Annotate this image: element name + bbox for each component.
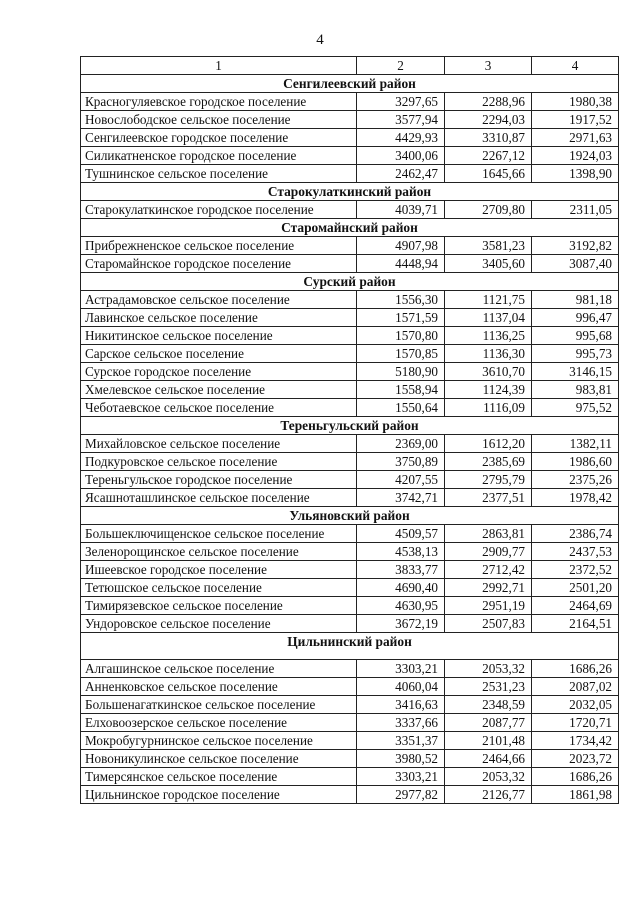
- value-col3-cell: 2795,79: [445, 471, 532, 489]
- value-col3-cell: 2267,12: [445, 147, 532, 165]
- value-col2-cell: 1570,85: [357, 345, 445, 363]
- value-col3-cell: 1116,09: [445, 399, 532, 417]
- value-col2-cell: 3351,37: [357, 732, 445, 750]
- district-header-row: [81, 75, 619, 93]
- district-name: Старокулаткинский район: [81, 183, 619, 201]
- settlement-name-cell: Сарское сельское поселение: [81, 345, 357, 363]
- value-col2-cell: 4907,98: [357, 237, 445, 255]
- table-row: [81, 678, 619, 696]
- value-col4-cell: 1924,03: [532, 147, 619, 165]
- value-col3-cell: 1136,30: [445, 345, 532, 363]
- table-row: [81, 93, 619, 111]
- settlement-name-cell: Старомайнское городское поселение: [81, 255, 357, 273]
- value-col2-cell: 3833,77: [357, 561, 445, 579]
- table-row: [81, 489, 619, 507]
- settlement-name-cell: Красногуляевское городское поселение: [81, 93, 357, 111]
- value-col2-cell: 1571,59: [357, 309, 445, 327]
- value-col3-cell: 2053,32: [445, 660, 532, 678]
- value-col2-cell: 3297,65: [357, 93, 445, 111]
- district-name: Сенгилеевский район: [81, 75, 619, 93]
- value-col3-cell: 2377,51: [445, 489, 532, 507]
- value-col4-cell: 2087,02: [532, 678, 619, 696]
- value-col3-cell: 2348,59: [445, 696, 532, 714]
- table-row: [81, 201, 619, 219]
- settlement-name-cell: Михайловское сельское поселение: [81, 435, 357, 453]
- settlement-name-cell: Силикатненское городское поселение: [81, 147, 357, 165]
- settlement-name-cell: Хмелевское сельское поселение: [81, 381, 357, 399]
- value-col3-cell: 2531,23: [445, 678, 532, 696]
- district-name: Старомайнский район: [81, 219, 619, 237]
- table-row: [81, 237, 619, 255]
- value-col3-cell: 2126,77: [445, 786, 532, 804]
- value-col3-cell: 2288,96: [445, 93, 532, 111]
- value-col2-cell: 3303,21: [357, 660, 445, 678]
- value-col4-cell: 2164,51: [532, 615, 619, 633]
- value-col2-cell: 3337,66: [357, 714, 445, 732]
- settlement-name-cell: Новослободское сельское поселение: [81, 111, 357, 129]
- page-number: 4: [316, 32, 324, 48]
- table-header-row: [81, 57, 619, 75]
- settlements-table: [80, 56, 619, 804]
- settlement-name-cell: Лавинское сельское поселение: [81, 309, 357, 327]
- district-header-row: [81, 183, 619, 201]
- value-col3-cell: 2909,77: [445, 543, 532, 561]
- table-row: [81, 399, 619, 417]
- value-col3-cell: 2712,42: [445, 561, 532, 579]
- value-col4-cell: 1686,26: [532, 768, 619, 786]
- value-col3-cell: 1124,39: [445, 381, 532, 399]
- settlement-name-cell: Цильнинское городское поселение: [81, 786, 357, 804]
- value-col2-cell: 3980,52: [357, 750, 445, 768]
- value-col2-cell: 4429,93: [357, 129, 445, 147]
- table-row: [81, 714, 619, 732]
- table-row: [81, 768, 619, 786]
- table-row: [81, 732, 619, 750]
- table-row: [81, 579, 619, 597]
- settlement-name-cell: Старокулаткинское городское поселение: [81, 201, 357, 219]
- district-name: Цильнинский район: [81, 633, 619, 660]
- value-col2-cell: 3672,19: [357, 615, 445, 633]
- value-col2-cell: 4509,57: [357, 525, 445, 543]
- table-row: [81, 147, 619, 165]
- value-col3-cell: 2101,48: [445, 732, 532, 750]
- value-col3-cell: 3405,60: [445, 255, 532, 273]
- settlement-name-cell: Алгашинское сельское поселение: [81, 660, 357, 678]
- table-row: [81, 345, 619, 363]
- header-cell-col4: 4: [532, 57, 619, 75]
- value-col3-cell: 1645,66: [445, 165, 532, 183]
- settlement-name-cell: Елховоозерское сельское поселение: [81, 714, 357, 732]
- value-col4-cell: 3087,40: [532, 255, 619, 273]
- value-col2-cell: 1570,80: [357, 327, 445, 345]
- value-col2-cell: 2977,82: [357, 786, 445, 804]
- table-row: [81, 543, 619, 561]
- value-col3-cell: 2992,71: [445, 579, 532, 597]
- value-col4-cell: 2464,69: [532, 597, 619, 615]
- value-col3-cell: 1136,25: [445, 327, 532, 345]
- value-col2-cell: 4448,94: [357, 255, 445, 273]
- value-col4-cell: 996,47: [532, 309, 619, 327]
- value-col4-cell: 2372,52: [532, 561, 619, 579]
- table-body: [81, 57, 619, 804]
- value-col2-cell: 1558,94: [357, 381, 445, 399]
- value-col4-cell: 1720,71: [532, 714, 619, 732]
- value-col4-cell: 995,68: [532, 327, 619, 345]
- value-col2-cell: 3750,89: [357, 453, 445, 471]
- value-col4-cell: 1861,98: [532, 786, 619, 804]
- settlement-name-cell: Тетюшское сельское поселение: [81, 579, 357, 597]
- table-row: [81, 309, 619, 327]
- value-col3-cell: 2951,19: [445, 597, 532, 615]
- value-col4-cell: 2311,05: [532, 201, 619, 219]
- district-header-row: [81, 273, 619, 291]
- settlement-name-cell: Мокробугурнинское сельское поселение: [81, 732, 357, 750]
- value-col4-cell: 1734,42: [532, 732, 619, 750]
- value-col3-cell: 2464,66: [445, 750, 532, 768]
- table-row: [81, 255, 619, 273]
- value-col3-cell: 2294,03: [445, 111, 532, 129]
- value-col2-cell: 4690,40: [357, 579, 445, 597]
- value-col3-cell: 3581,23: [445, 237, 532, 255]
- value-col4-cell: 3146,15: [532, 363, 619, 381]
- header-cell-col3: 3: [445, 57, 532, 75]
- value-col3-cell: 3610,70: [445, 363, 532, 381]
- table-row: [81, 327, 619, 345]
- value-col2-cell: 5180,90: [357, 363, 445, 381]
- value-col4-cell: 983,81: [532, 381, 619, 399]
- table-row: [81, 129, 619, 147]
- settlement-name-cell: Сурское городское поселение: [81, 363, 357, 381]
- value-col2-cell: 4060,04: [357, 678, 445, 696]
- settlement-name-cell: Большеключищенское сельское поселение: [81, 525, 357, 543]
- table-row: [81, 597, 619, 615]
- table-row: [81, 660, 619, 678]
- table-row: [81, 750, 619, 768]
- value-col4-cell: 1686,26: [532, 660, 619, 678]
- settlement-name-cell: Ундоровское сельское поселение: [81, 615, 357, 633]
- value-col4-cell: 975,52: [532, 399, 619, 417]
- table-row: [81, 165, 619, 183]
- table-row: [81, 363, 619, 381]
- value-col3-cell: 2053,32: [445, 768, 532, 786]
- value-col4-cell: 1978,42: [532, 489, 619, 507]
- value-col4-cell: 1382,11: [532, 435, 619, 453]
- value-col3-cell: 3310,87: [445, 129, 532, 147]
- value-col2-cell: 4039,71: [357, 201, 445, 219]
- settlement-name-cell: Сенгилеевское городское поселение: [81, 129, 357, 147]
- settlement-name-cell: Тушнинское сельское поселение: [81, 165, 357, 183]
- settlement-name-cell: Анненковское сельское поселение: [81, 678, 357, 696]
- value-col2-cell: 2462,47: [357, 165, 445, 183]
- settlement-name-cell: Зеленорощинское сельское поселение: [81, 543, 357, 561]
- value-col2-cell: 1556,30: [357, 291, 445, 309]
- value-col3-cell: 2087,77: [445, 714, 532, 732]
- table-row: [81, 615, 619, 633]
- district-header-row: [81, 219, 619, 237]
- district-header-row: [81, 507, 619, 525]
- value-col4-cell: 1917,52: [532, 111, 619, 129]
- table-row: [81, 291, 619, 309]
- value-col2-cell: 3577,94: [357, 111, 445, 129]
- value-col3-cell: 1121,75: [445, 291, 532, 309]
- settlement-name-cell: Подкуровское сельское поселение: [81, 453, 357, 471]
- value-col4-cell: 2032,05: [532, 696, 619, 714]
- value-col3-cell: 2709,80: [445, 201, 532, 219]
- header-cell-col2: 2: [357, 57, 445, 75]
- settlement-name-cell: Тимирязевское сельское поселение: [81, 597, 357, 615]
- table-row: [81, 696, 619, 714]
- table-row: [81, 381, 619, 399]
- value-col3-cell: 1137,04: [445, 309, 532, 327]
- settlement-name-cell: Никитинское сельское поселение: [81, 327, 357, 345]
- value-col2-cell: 4207,55: [357, 471, 445, 489]
- district-header-row: [81, 633, 619, 660]
- value-col4-cell: 1986,60: [532, 453, 619, 471]
- value-col2-cell: 1550,64: [357, 399, 445, 417]
- district-name: Сурский район: [81, 273, 619, 291]
- value-col3-cell: 2507,83: [445, 615, 532, 633]
- table-row: [81, 111, 619, 129]
- table-row: [81, 471, 619, 489]
- value-col4-cell: 995,73: [532, 345, 619, 363]
- value-col4-cell: 981,18: [532, 291, 619, 309]
- value-col2-cell: 3416,63: [357, 696, 445, 714]
- value-col2-cell: 3400,06: [357, 147, 445, 165]
- district-name: Тереньгульский район: [81, 417, 619, 435]
- value-col3-cell: 1612,20: [445, 435, 532, 453]
- district-name: Ульяновский район: [81, 507, 619, 525]
- settlement-name-cell: Тереньгульское городское поселение: [81, 471, 357, 489]
- settlement-name-cell: Ясашноташлинское сельское поселение: [81, 489, 357, 507]
- value-col3-cell: 2863,81: [445, 525, 532, 543]
- settlement-name-cell: Ишеевское городское поселение: [81, 561, 357, 579]
- value-col2-cell: 4538,13: [357, 543, 445, 561]
- value-col4-cell: 2501,20: [532, 579, 619, 597]
- header-cell-col1: 1: [81, 57, 357, 75]
- table-row: [81, 435, 619, 453]
- settlement-name-cell: Тимерсянское сельское поселение: [81, 768, 357, 786]
- value-col4-cell: 1398,90: [532, 165, 619, 183]
- settlement-name-cell: Новоникулинское сельское поселение: [81, 750, 357, 768]
- value-col4-cell: 2023,72: [532, 750, 619, 768]
- table-row: [81, 561, 619, 579]
- value-col4-cell: 2375,26: [532, 471, 619, 489]
- district-header-row: [81, 417, 619, 435]
- value-col4-cell: 2386,74: [532, 525, 619, 543]
- value-col2-cell: 3742,71: [357, 489, 445, 507]
- value-col4-cell: 3192,82: [532, 237, 619, 255]
- value-col2-cell: 2369,00: [357, 435, 445, 453]
- value-col2-cell: 3303,21: [357, 768, 445, 786]
- table-row: [81, 525, 619, 543]
- settlement-name-cell: Чеботаевское сельское поселение: [81, 399, 357, 417]
- value-col4-cell: 2971,63: [532, 129, 619, 147]
- table-row: [81, 453, 619, 471]
- value-col4-cell: 1980,38: [532, 93, 619, 111]
- settlement-name-cell: Астрадамовское сельское поселение: [81, 291, 357, 309]
- settlement-name-cell: Большенагаткинское сельское поселение: [81, 696, 357, 714]
- value-col3-cell: 2385,69: [445, 453, 532, 471]
- value-col4-cell: 2437,53: [532, 543, 619, 561]
- settlement-name-cell: Прибрежненское сельское поселение: [81, 237, 357, 255]
- table-row: [81, 786, 619, 804]
- value-col2-cell: 4630,95: [357, 597, 445, 615]
